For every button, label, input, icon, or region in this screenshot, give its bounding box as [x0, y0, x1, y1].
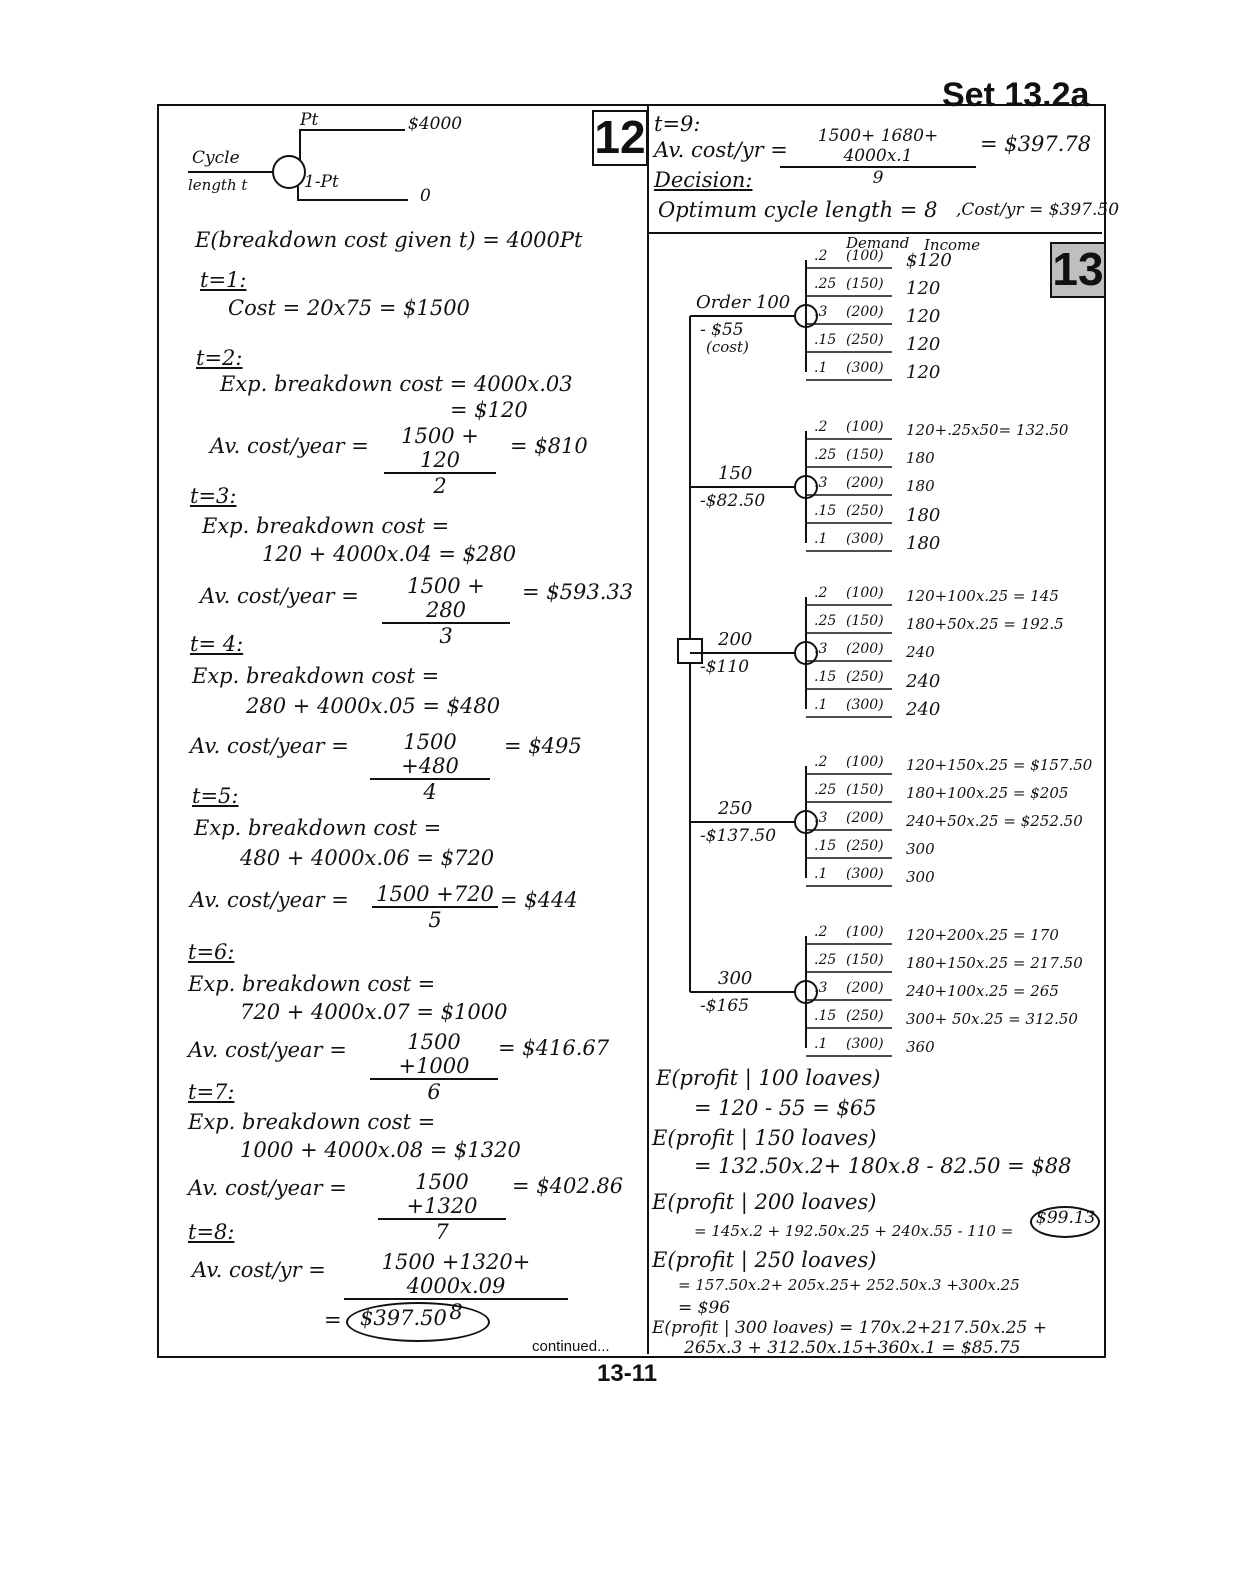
- demand-1-3: (250): [846, 503, 884, 519]
- demand-0-1: (150): [846, 276, 884, 292]
- t2-av-den: 2: [433, 474, 447, 498]
- t7-av-res: = $402.86: [512, 1174, 624, 1198]
- t4-label: t= 4:: [190, 632, 244, 656]
- cycle-label: Cycle: [192, 148, 240, 168]
- income-2-3: 240: [906, 671, 941, 692]
- t2-exp2: = $120: [450, 398, 528, 422]
- demand-3-1: (150): [846, 782, 884, 798]
- col-income: Income: [924, 236, 981, 254]
- order-label-1: 150: [718, 463, 753, 484]
- income-4-2: 240+100x.25 = 265: [906, 982, 1059, 1000]
- t5-exp2: 480 + 4000x.06 = $720: [240, 846, 495, 870]
- income-2-2: 240: [906, 643, 935, 661]
- order-label-0: Order 100: [696, 292, 791, 313]
- income-2-1: 180+50x.25 = 192.5: [906, 615, 1064, 633]
- income-3-1: 180+100x.25 = $205: [906, 784, 1069, 802]
- income-0-1: 120: [906, 278, 941, 299]
- prob-3-3: .15: [814, 838, 837, 854]
- profit-200-calc: = 145x.2 + 192.50x.25 + 240x.55 - 110 =: [694, 1222, 1014, 1240]
- pt-label: Pt: [300, 110, 319, 130]
- t5-av-res: = $444: [500, 888, 578, 912]
- continued-note: continued...: [532, 1338, 610, 1355]
- decision-node: [678, 639, 702, 663]
- t1-label: t=1:: [200, 268, 247, 292]
- demand-2-3: (250): [846, 669, 884, 685]
- t3-label: t=3:: [190, 484, 237, 508]
- profit-250-label: E(profit | 250 loaves): [652, 1248, 877, 1272]
- bottom-value: 0: [420, 186, 431, 206]
- demand-3-3: (250): [846, 838, 884, 854]
- demand-4-3: (250): [846, 1008, 884, 1024]
- prob-0-1: .25: [814, 276, 837, 292]
- t4-exp2: 280 + 4000x.05 = $480: [246, 694, 501, 718]
- order-label-2: 200: [718, 629, 753, 650]
- profit-300-label: E(profit | 300 loaves) = 170x.2+217.50x.25 +: [652, 1318, 1047, 1338]
- problem-12-number: 12: [592, 110, 648, 166]
- prob-3-1: .25: [814, 782, 837, 798]
- order-cost-3: -$137.50: [700, 826, 777, 846]
- demand-1-4: (300): [846, 531, 884, 547]
- demand-0-3: (250): [846, 332, 884, 348]
- t3-av-den: 3: [439, 624, 453, 648]
- income-3-0: 120+150x.25 = $157.50: [906, 756, 1093, 774]
- order-cost-1: -$82.50: [700, 491, 766, 511]
- t9-label: t=9:: [654, 112, 701, 136]
- demand-4-2: (200): [846, 980, 884, 996]
- t9-av-res: = $397.78: [980, 132, 1092, 156]
- demand-0-2: (200): [846, 304, 884, 320]
- profit-200-result: $99.13: [1036, 1208, 1096, 1228]
- prob-4-3: .15: [814, 1008, 837, 1024]
- prob-1-3: .15: [814, 503, 837, 519]
- demand-0-4: (300): [846, 360, 884, 376]
- t6-exp2: 720 + 4000x.07 = $1000: [240, 1000, 508, 1024]
- t1-cost: Cost = 20x75 = $1500: [228, 296, 470, 320]
- order-label-4: 300: [718, 968, 753, 989]
- order-cost-4: -$165: [700, 996, 750, 1016]
- t5-av-num: 1500 +720: [372, 882, 498, 908]
- demand-1-1: (150): [846, 447, 884, 463]
- t6-av-num: 1500 +1000: [370, 1030, 498, 1080]
- demand-2-1: (150): [846, 613, 884, 629]
- order-cost-2: -$110: [700, 657, 750, 677]
- t3-av-res: = $593.33: [522, 580, 634, 604]
- demand-3-0: (100): [846, 754, 884, 770]
- t4-exp1: Exp. breakdown cost =: [192, 664, 440, 688]
- t2-av-lhs: Av. cost/year =: [210, 434, 369, 458]
- t3-av-lhs: Av. cost/year =: [200, 584, 359, 608]
- income-3-2: 240+50x.25 = $252.50: [906, 812, 1083, 830]
- t2-av-num: 1500 + 120: [384, 424, 496, 474]
- income-1-2: 180: [906, 477, 935, 495]
- t5-av-den: 5: [428, 908, 442, 932]
- profit-150-label: E(profit | 150 loaves): [652, 1126, 877, 1150]
- income-4-3: 300+ 50x.25 = 312.50: [906, 1010, 1078, 1028]
- t7-av-num: 1500 +1320: [378, 1170, 506, 1220]
- profit-250-calc2: = $96: [678, 1298, 731, 1318]
- demand-4-1: (150): [846, 952, 884, 968]
- prob-3-2: .3: [814, 810, 828, 826]
- decision-text: Optimum cycle length = 8: [658, 198, 938, 222]
- t6-exp1: Exp. breakdown cost =: [188, 972, 436, 996]
- prob-1-2: .3: [814, 475, 828, 491]
- t7-exp2: 1000 + 4000x.08 = $1320: [240, 1138, 521, 1162]
- demand-2-0: (100): [846, 585, 884, 601]
- one-minus-pt-label: 1-Pt: [304, 172, 339, 192]
- t4-av-res: = $495: [504, 734, 582, 758]
- prob-4-4: .1: [814, 1036, 828, 1052]
- demand-4-4: (300): [846, 1036, 884, 1052]
- profit-100-label: E(profit | 100 loaves): [656, 1066, 881, 1090]
- prob-2-2: .3: [814, 641, 828, 657]
- t6-av-lhs: Av. cost/year =: [188, 1038, 347, 1062]
- t2-av-res: = $810: [510, 434, 588, 458]
- income-1-3: 180: [906, 505, 941, 526]
- prob-1-0: .2: [814, 419, 828, 435]
- problem-13-number: 13: [1050, 242, 1106, 298]
- profit-200-label: E(profit | 200 loaves): [652, 1190, 877, 1214]
- t4-av-num: 1500 +480: [370, 730, 490, 780]
- income-1-1: 180: [906, 449, 935, 467]
- t8-label: t=8:: [188, 1220, 235, 1244]
- t3-av-num: 1500 + 280: [382, 574, 510, 624]
- demand-3-2: (200): [846, 810, 884, 826]
- order-cost-0: - $55: [700, 320, 744, 340]
- income-0-3: 120: [906, 334, 941, 355]
- prob-4-0: .2: [814, 924, 828, 940]
- decision-label: Decision:: [654, 168, 753, 192]
- order-label-3: 250: [718, 798, 753, 819]
- demand-3-4: (300): [846, 866, 884, 882]
- income-4-4: 360: [906, 1038, 935, 1056]
- demand-1-0: (100): [846, 419, 884, 435]
- t7-av-den: 7: [435, 1220, 449, 1244]
- income-3-4: 300: [906, 868, 935, 886]
- t4-av-lhs: Av. cost/year =: [190, 734, 349, 758]
- page-number: 13-11: [597, 1360, 658, 1387]
- t8-av-den: 8: [449, 1300, 463, 1324]
- income-4-0: 120+200x.25 = 170: [906, 926, 1059, 944]
- prob-4-2: .3: [814, 980, 828, 996]
- income-2-4: 240: [906, 699, 941, 720]
- income-2-0: 120+100x.25 = 145: [906, 587, 1059, 605]
- t8-av-lhs: Av. cost/yr =: [192, 1258, 326, 1282]
- demand-2-4: (300): [846, 697, 884, 713]
- t2-label: t=2:: [196, 346, 243, 370]
- page-title: Set 13.2a: [942, 76, 1090, 114]
- t9-av-lhs: Av. cost/yr =: [654, 138, 788, 162]
- t4-av-den: 4: [423, 780, 437, 804]
- prob-0-2: .3: [814, 304, 828, 320]
- prob-1-1: .25: [814, 447, 837, 463]
- length-label: length t: [188, 176, 248, 194]
- demand-0-0: (100): [846, 248, 884, 264]
- income-1-4: 180: [906, 533, 941, 554]
- t8-av-res: $397.50: [360, 1306, 447, 1330]
- t6-label: t=6:: [188, 940, 235, 964]
- t9-av-num: 1500+ 1680+ 4000x.1: [780, 126, 976, 168]
- income-3-3: 300: [906, 840, 935, 858]
- t6-av-res: = $416.67: [498, 1036, 610, 1060]
- profit-300-calc: 265x.3 + 312.50x.15+360x.1 = $85.75: [684, 1338, 1021, 1358]
- profit-250-calc: = 157.50x.2+ 205x.25+ 252.50x.3 +300x.25: [678, 1276, 1020, 1294]
- income-1-0: 120+.25x50= 132.50: [906, 421, 1069, 439]
- t5-exp1: Exp. breakdown cost =: [194, 816, 442, 840]
- order-cost-note-0: (cost): [706, 338, 749, 356]
- col-demand: Demand: [846, 234, 910, 252]
- t3-exp2: 120 + 4000x.04 = $280: [262, 542, 517, 566]
- t7-label: t=7:: [188, 1080, 235, 1104]
- demand-1-2: (200): [846, 475, 884, 491]
- t8-av-num: 1500 +1320+ 4000x.09: [344, 1250, 568, 1300]
- t6-av-den: 6: [427, 1080, 441, 1104]
- prob-3-4: .1: [814, 866, 828, 882]
- t3-exp1: Exp. breakdown cost =: [202, 514, 450, 538]
- income-0-0: $120: [906, 250, 952, 271]
- t5-av-lhs: Av. cost/year =: [190, 888, 349, 912]
- expectation-formula: E(breakdown cost given t) = 4000Pt: [195, 228, 583, 252]
- t5-label: t=5:: [192, 784, 239, 808]
- profit-100-calc: = 120 - 55 = $65: [694, 1096, 877, 1120]
- income-0-4: 120: [906, 362, 941, 383]
- t9-av-den: 9: [872, 168, 884, 188]
- prob-0-0: .2: [814, 248, 828, 264]
- income-0-2: 120: [906, 306, 941, 327]
- top-value: $4000: [408, 114, 463, 134]
- profit-150-calc: = 132.50x.2+ 180x.8 - 82.50 = $88: [694, 1154, 1072, 1178]
- prob-2-3: .15: [814, 669, 837, 685]
- prob-3-0: .2: [814, 754, 828, 770]
- demand-4-0: (100): [846, 924, 884, 940]
- t7-av-lhs: Av. cost/year =: [188, 1176, 347, 1200]
- income-4-1: 180+150x.25 = 217.50: [906, 954, 1083, 972]
- prob-1-4: .1: [814, 531, 828, 547]
- prob-0-4: .1: [814, 360, 828, 376]
- t7-exp1: Exp. breakdown cost =: [188, 1110, 436, 1134]
- t8-equals: =: [324, 1308, 342, 1332]
- demand-2-2: (200): [846, 641, 884, 657]
- prob-2-0: .2: [814, 585, 828, 601]
- prob-0-3: .15: [814, 332, 837, 348]
- t2-exp1: Exp. breakdown cost = 4000x.03: [220, 372, 573, 396]
- decision-cost: ,Cost/yr = $397.50: [956, 200, 1120, 220]
- prob-2-4: .1: [814, 697, 828, 713]
- prob-2-1: .25: [814, 613, 837, 629]
- prob-4-1: .25: [814, 952, 837, 968]
